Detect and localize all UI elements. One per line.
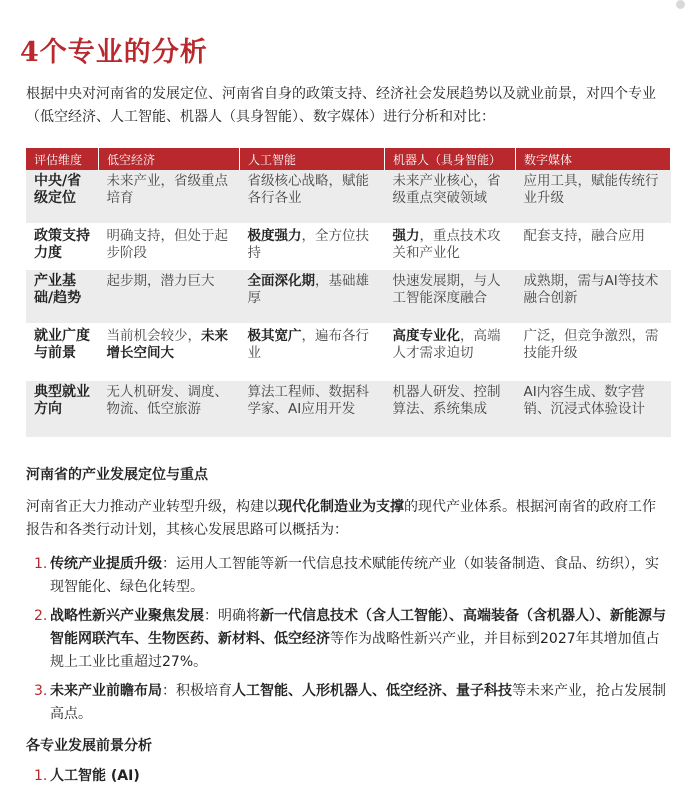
table-cell: 未来产业核心，省级重点突破领域 bbox=[385, 170, 516, 224]
list-number: 2. bbox=[34, 608, 48, 624]
row-dimension: 典型就业方向 bbox=[26, 380, 99, 438]
row-dimension: 中央/省级定位 bbox=[26, 170, 99, 224]
table-cell: 极度强力，全方位扶持 bbox=[240, 224, 385, 269]
table-cell: 应用工具，赋能传统行业升级 bbox=[516, 170, 671, 224]
header-ai: 人工智能 bbox=[240, 148, 385, 170]
table-cell: 明确支持，但处于起步阶段 bbox=[99, 224, 240, 269]
table-row bbox=[26, 170, 671, 224]
table-cell: 省级核心战略，赋能各行各业 bbox=[240, 170, 385, 224]
table-cell: 快速发展期，与人工智能深度融合 bbox=[385, 269, 516, 324]
section-heading-prospects: 各专业发展前景分析 bbox=[26, 738, 152, 754]
list-item: 2. 战略性新兴产业聚焦发展：明确将新一代信息技术（含人工智能）、高端装备（含机器人）、新能源与智能网联汽车、生物医药、新材料、低空经济等作为战略性新兴产业，并目标到2027年其增加值占规上工业比重超过27%。 bbox=[26, 605, 666, 674]
section-heading-henan: 河南省的产业发展定位与重点 bbox=[26, 467, 208, 483]
section-paragraph: 河南省正大力推动产业转型升级，构建以现代化制造业为支撑的现代产业体系。根据河南省的政府工作报告和各类行动计划，其核心发展思路可以概括为： bbox=[26, 499, 656, 538]
table-cell: 配套支持，融合应用 bbox=[516, 224, 671, 269]
header-dimension: 评估维度 bbox=[26, 148, 99, 170]
list-number: 1. bbox=[34, 768, 48, 784]
table-cell: 成熟期，需与AI等技术融合创新 bbox=[516, 269, 671, 324]
table-row bbox=[26, 324, 671, 380]
comparison-table bbox=[26, 148, 671, 439]
list-number: 3. bbox=[34, 683, 48, 699]
table-cell: AI内容生成、数字营销、沉浸式体验设计 bbox=[516, 380, 671, 438]
prospects-list bbox=[26, 765, 666, 794]
page-title: 4个专业的分析 bbox=[20, 37, 208, 68]
header-digital-media: 数字媒体 bbox=[516, 148, 671, 170]
table-row bbox=[26, 380, 671, 438]
henan-priorities-list bbox=[26, 553, 666, 732]
list-number: 1. bbox=[34, 556, 48, 572]
row-dimension: 政策支持力度 bbox=[26, 224, 99, 269]
table-cell: 极其宽广，遍布各行业 bbox=[240, 324, 385, 380]
table-cell: 当前机会较少，未来增长空间大 bbox=[99, 324, 240, 380]
table-cell: 广泛，但竞争激烈，需技能升级 bbox=[516, 324, 671, 380]
list-item: 1. 传统产业提质升级：运用人工智能等新一代信息技术赋能传统产业（如装备制造、食品、纺织），实现智能化、绿色化转型。 bbox=[26, 553, 666, 599]
table-header-row bbox=[26, 148, 671, 170]
table-cell: 机器人研发、控制算法、系统集成 bbox=[385, 380, 516, 438]
table-cell: 高度专业化，高端人才需求迫切 bbox=[385, 324, 516, 380]
row-dimension: 就业广度与前景 bbox=[26, 324, 99, 380]
table-cell: 全面深化期，基础雄厚 bbox=[240, 269, 385, 324]
window-dot bbox=[676, 0, 685, 9]
header-robotics: 机器人（具身智能） bbox=[385, 148, 516, 170]
table-cell: 算法工程师、数据科学家、AI应用开发 bbox=[240, 380, 385, 438]
table-cell: 强力，重点技术攻关和产业化 bbox=[385, 224, 516, 269]
list-item: 1. 人工智能 (AI) bbox=[26, 765, 666, 788]
table-cell: 未来产业，省级重点培育 bbox=[99, 170, 240, 224]
table-row bbox=[26, 269, 671, 324]
header-low-altitude: 低空经济 bbox=[99, 148, 240, 170]
table-cell: 起步期，潜力巨大 bbox=[99, 269, 240, 324]
list-item: 3. 未来产业前瞻布局：积极培育人工智能、人形机器人、低空经济、量子科技等未来产业，抢占发展制高点。 bbox=[26, 680, 666, 726]
table-row bbox=[26, 224, 671, 269]
intro-paragraph: 根据中央对河南省的发展定位、河南省自身的政策支持、经济社会发展趋势以及就业前景，对四个专业（低空经济、人工智能、机器人（具身智能）、数字媒体）进行分析和对比： bbox=[26, 86, 656, 125]
row-dimension: 产业基础/趋势 bbox=[26, 269, 99, 324]
table-cell: 无人机研发、调度、物流、低空旅游 bbox=[99, 380, 240, 438]
